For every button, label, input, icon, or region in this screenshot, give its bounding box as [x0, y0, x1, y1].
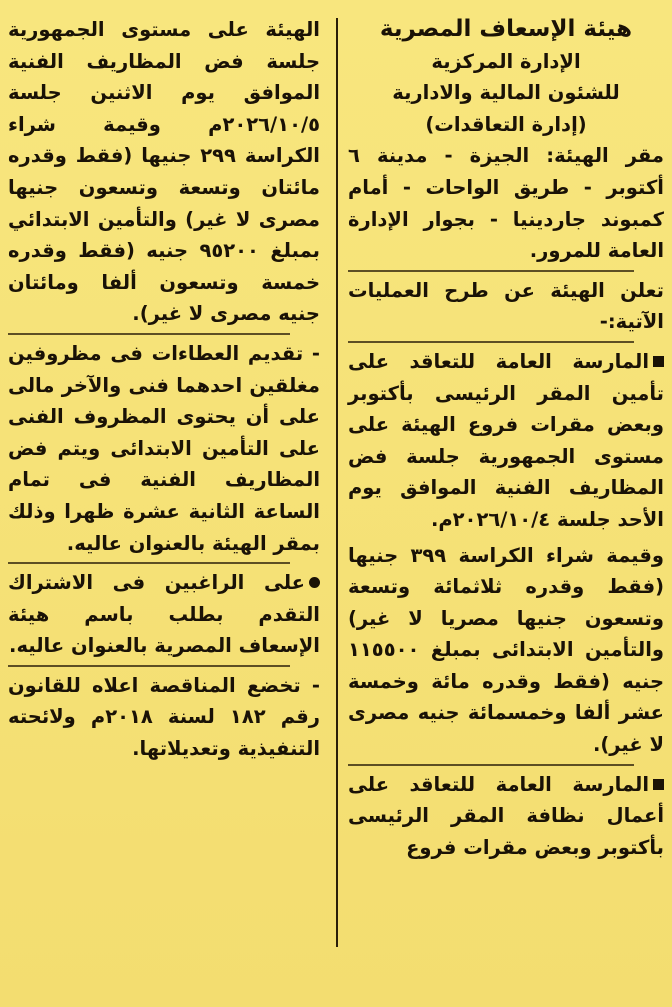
contracts-dept: (إدارة التعاقدات) — [425, 112, 587, 136]
square-bullet-icon — [653, 356, 664, 367]
square-bullet-icon — [653, 779, 664, 790]
round-bullet-icon — [309, 577, 320, 588]
tender-1-price-text: وقيمة شراء الكراسة ٣٩٩ جنيها (فقط وقدره ثلاثمائة وتسعة وتسعون جنيها مصريا لا غير) والتأمين الابتدائى بمبلغ ١١٥٥٠٠ جنيه (فقط وقدره مائة وخمسة عشر ألفا وخمسمائة جنيه مصرى لا غير). — [348, 543, 664, 757]
law-text: - تخضع المناقصة اعلاه للقانون رقم ١٨٢ لسنة ٢٠١٨م ولائحته التنفيذية وتعديلاتها. — [8, 673, 321, 761]
intro-text: تعلن الهيئة عن طرح العمليات الآتية:- — [348, 278, 664, 334]
tender-item-2 — [348, 769, 664, 864]
participation-text: على الراغبين فى الاشتراك التقدم بطلب باسم هيئة الإسعاف المصرية بالعنوان عاليه. — [8, 571, 320, 658]
left-column — [0, 14, 332, 1007]
tender-2-text-start: المارسة العامة للتعاقد على أعمال نظافة المقر الرئيسى بأكتوبر وبعض مقرات فروع — [348, 772, 664, 859]
separator-line — [8, 665, 290, 667]
column-divider — [336, 18, 338, 947]
finance-admin: للشئون المالية والادارية — [392, 81, 620, 105]
separator-line — [8, 562, 290, 564]
right-column — [342, 14, 672, 1007]
separator-line — [348, 764, 634, 766]
separator-line — [348, 270, 634, 272]
tender-2-text-continued: الهيئة على مستوى الجمهورية جلسة فض المظاريف الفنية الموافق يوم الاثنين جلسة ٢٠٢٦/١٠/٥م وقيمة شراء الكراسة ٢٩٩ جنيها (فقط وقدره مائتان وتسعة وتسعون جنيها مصرى لا غير) والتأمين الابتدائي بمبلغ ٩٥٢٠٠ جنيه (فقط وقدره خمسة وتسعون ألفا ومائتان جنيه مصرى لا غير). — [8, 18, 320, 326]
tender-item-1 — [348, 346, 664, 536]
submission-text: - تقديم العطاءات فى مظروفين مغلقين احدهما فنى والآخر مالى على أن يحتوى المظروف الفنى على التأمين الابتدائى ويتم فض المظاريف الفنية فى تمام الساعة الثانية عشرة ظهرا وذلك بمقر الهيئة بالعنوان عاليه. — [8, 341, 320, 555]
separator-line — [8, 333, 290, 335]
authority-title: هيئة الإسعاف المصرية — [379, 16, 633, 42]
central-admin: الإدارة المركزية — [431, 49, 581, 73]
separator-line — [348, 341, 634, 343]
participation-item — [8, 567, 320, 662]
tender-1-text: المارسة العامة للتعاقد على تأمين المقر الرئيسى بأكتوبر وبعض مقرات فروع الهيئة على مستوى الجمهورية جلسة فض المظاريف الفنية الموافق يوم الأحد جلسة ٢٠٢٦/١٠/٤م. — [348, 349, 664, 531]
address-text: مقر الهيئة: الجيزة - مدينة ٦ أكتوبر - طريق الواحات - أمام كمبوند جاردينيا - بجوار الإدارة العامة للمرور. — [348, 144, 664, 263]
